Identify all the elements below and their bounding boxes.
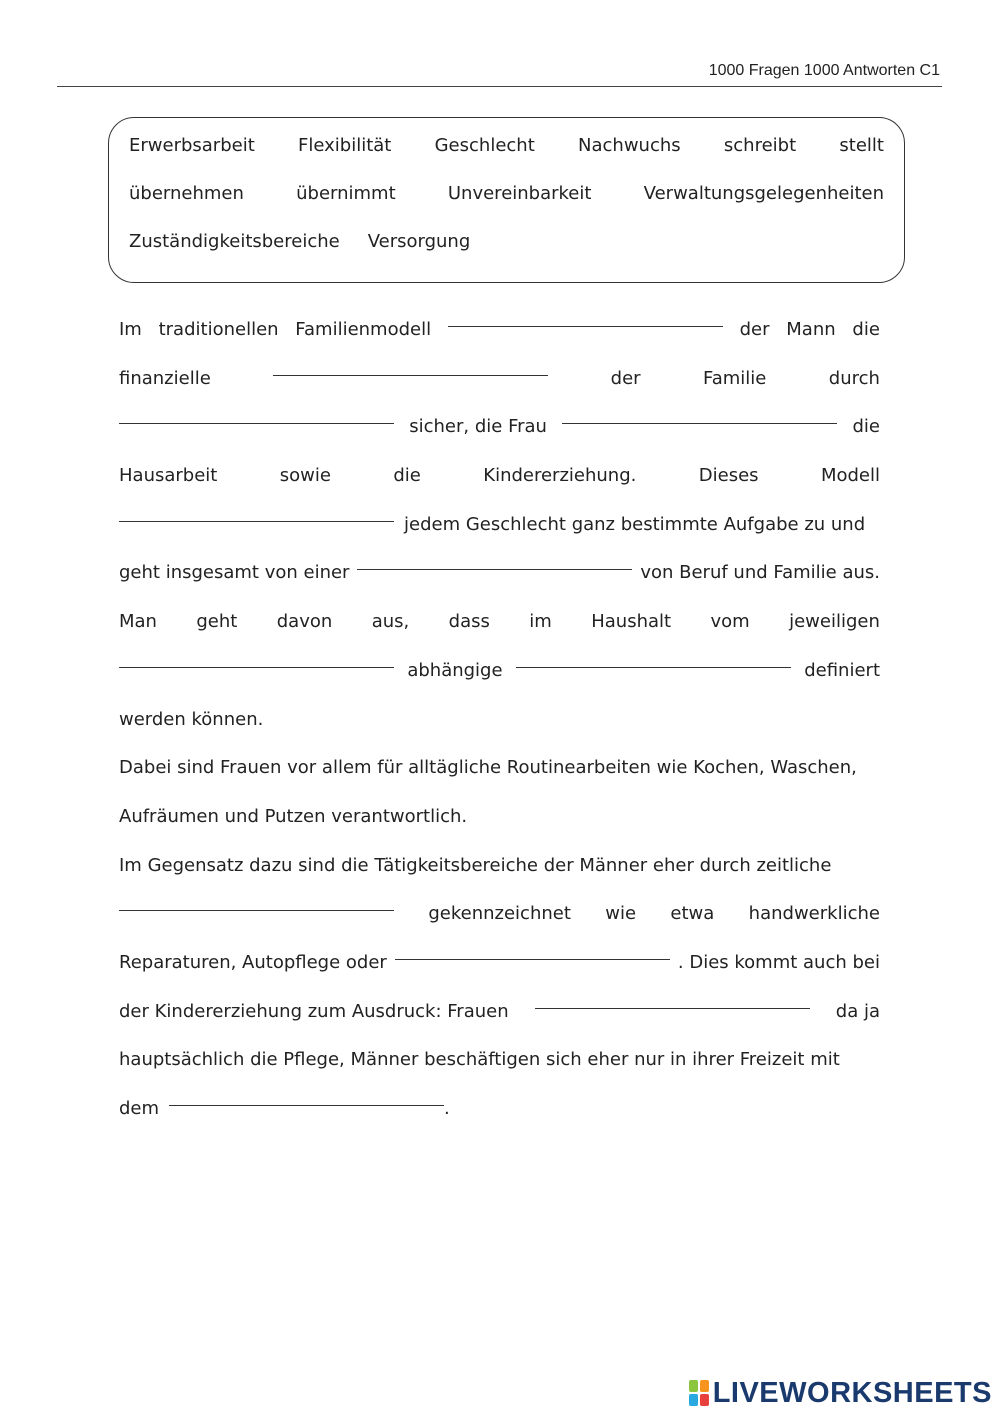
text-segment: Hausarbeit: [119, 465, 218, 487]
text-segment: jeweiligen: [789, 611, 880, 633]
word-bank-item: Versorgung: [367, 231, 471, 252]
page-header: [57, 60, 942, 87]
text-segment: Familie: [703, 367, 767, 389]
text-segment: Man: [119, 611, 157, 633]
word-bank-row: [129, 135, 884, 156]
text-segment: definiert: [804, 659, 880, 681]
text-line: [119, 647, 880, 696]
text-line: Dabei sind Frauen vor allem für alltägliche Routinearbeiten wie Kochen, Waschen,: [119, 757, 857, 779]
gap-input-4[interactable]: [562, 403, 837, 424]
text-segment: Mann: [786, 319, 836, 340]
word-bank-item: Flexibilität: [298, 135, 392, 156]
text-segment: Im: [119, 319, 142, 340]
logo-text: LIVEWORKSHEETS: [712, 1376, 992, 1409]
text-line: [119, 988, 880, 1037]
word-bank: [108, 117, 905, 283]
text-segment: abhängige: [407, 659, 503, 681]
text-segment: der Kindererziehung zum Ausdruck: Frauen: [119, 1000, 509, 1022]
gap-input-1[interactable]: [448, 306, 723, 327]
text-line: Im Gegensatz dazu sind die Tätigkeitsbereiche der Männer eher durch zeitliche: [119, 854, 832, 876]
word-bank-item: übernimmt: [296, 183, 396, 204]
logo-mark-icon: [689, 1380, 709, 1406]
gap-input-9[interactable]: [119, 890, 394, 911]
text-line: [119, 1085, 880, 1134]
text-segment: dass: [448, 611, 490, 633]
gap-input-5[interactable]: [119, 501, 394, 522]
text-line: werden können.: [119, 708, 264, 730]
word-bank-row: [129, 231, 884, 252]
text-line: hauptsächlich die Pflege, Männer beschäftigen sich eher nur in ihrer Freizeit mit: [119, 1049, 840, 1071]
text-segment: jedem Geschlecht ganz bestimmte Aufgabe zu und: [404, 513, 866, 535]
text-segment: die: [852, 416, 880, 438]
text-segment: von Beruf und Familie aus.: [640, 562, 880, 584]
text-line: [119, 549, 880, 598]
text-segment: im: [529, 611, 552, 633]
text-segment: da ja: [835, 1000, 880, 1022]
text-segment: aus,: [371, 611, 410, 633]
text-segment: Dieses: [698, 465, 759, 487]
text-segment: davon: [276, 611, 333, 633]
liveworksheets-logo: [689, 1377, 992, 1409]
text-line: [119, 355, 880, 404]
text-segment: die: [393, 465, 421, 487]
text-segment: sicher, die Frau: [409, 416, 547, 438]
text-line: [119, 598, 880, 647]
text-segment: traditionellen: [158, 319, 279, 340]
text-line: Aufräumen und Putzen verantwortlich.: [119, 805, 468, 827]
text-segment: Kindererziehung.: [483, 465, 637, 487]
word-bank-item: Verwaltungsgelegenheiten: [643, 183, 884, 204]
text-segment: Reparaturen, Autopflege oder: [119, 951, 387, 973]
word-bank-item: Zuständigkeitsbereiche: [129, 231, 340, 252]
text-segment: finanzielle: [119, 367, 211, 389]
text-segment: dem: [119, 1098, 160, 1119]
text-line: [119, 890, 880, 939]
word-bank-item: schreibt: [723, 135, 797, 156]
text-line: [119, 452, 880, 501]
word-bank-item: Unvereinbarkeit: [447, 183, 592, 204]
text-segment: gekennzeichnet: [428, 903, 571, 925]
text-segment: Familienmodell: [295, 319, 432, 340]
text-segment: etwa: [670, 903, 715, 925]
gap-input-2[interactable]: [273, 355, 548, 376]
gap-input-11[interactable]: [535, 988, 810, 1009]
gap-input-10[interactable]: [395, 939, 670, 960]
word-bank-item: Geschlecht: [434, 135, 535, 156]
word-bank-item: stellt: [839, 135, 884, 156]
text-segment: vom: [710, 611, 750, 633]
gap-input-3[interactable]: [119, 403, 394, 424]
text-segment: die: [852, 319, 880, 340]
text-line: [119, 403, 880, 452]
text-segment: wie: [605, 903, 637, 925]
gap-input-6[interactable]: [357, 549, 632, 570]
word-bank-item: Nachwuchs: [578, 135, 681, 156]
text-segment: .: [444, 1098, 450, 1119]
header-title: 1000 Fragen 1000 Antworten C1: [708, 62, 940, 79]
text-segment: geht insgesamt von einer: [119, 562, 350, 584]
gap-input-12[interactable]: [169, 1085, 444, 1106]
word-bank-item: übernehmen: [129, 183, 244, 204]
gap-input-8[interactable]: [516, 647, 791, 668]
word-bank-item: Erwerbsarbeit: [129, 135, 255, 156]
text-line: [119, 306, 880, 355]
text-segment: der: [739, 319, 770, 340]
text-segment: Haushalt: [591, 611, 672, 633]
text-line: [119, 939, 880, 988]
text-segment: sowie: [279, 465, 331, 487]
cloze-text: [119, 306, 880, 1134]
text-segment: durch: [828, 367, 880, 389]
text-segment: der: [610, 367, 641, 389]
text-segment: Modell: [820, 465, 880, 487]
text-segment: geht: [196, 611, 238, 633]
text-line: [119, 501, 880, 550]
text-segment: handwerkliche: [748, 903, 880, 925]
text-segment: . Dies kommt auch bei: [677, 951, 880, 973]
gap-input-7[interactable]: [119, 647, 394, 668]
word-bank-row: [129, 183, 884, 204]
